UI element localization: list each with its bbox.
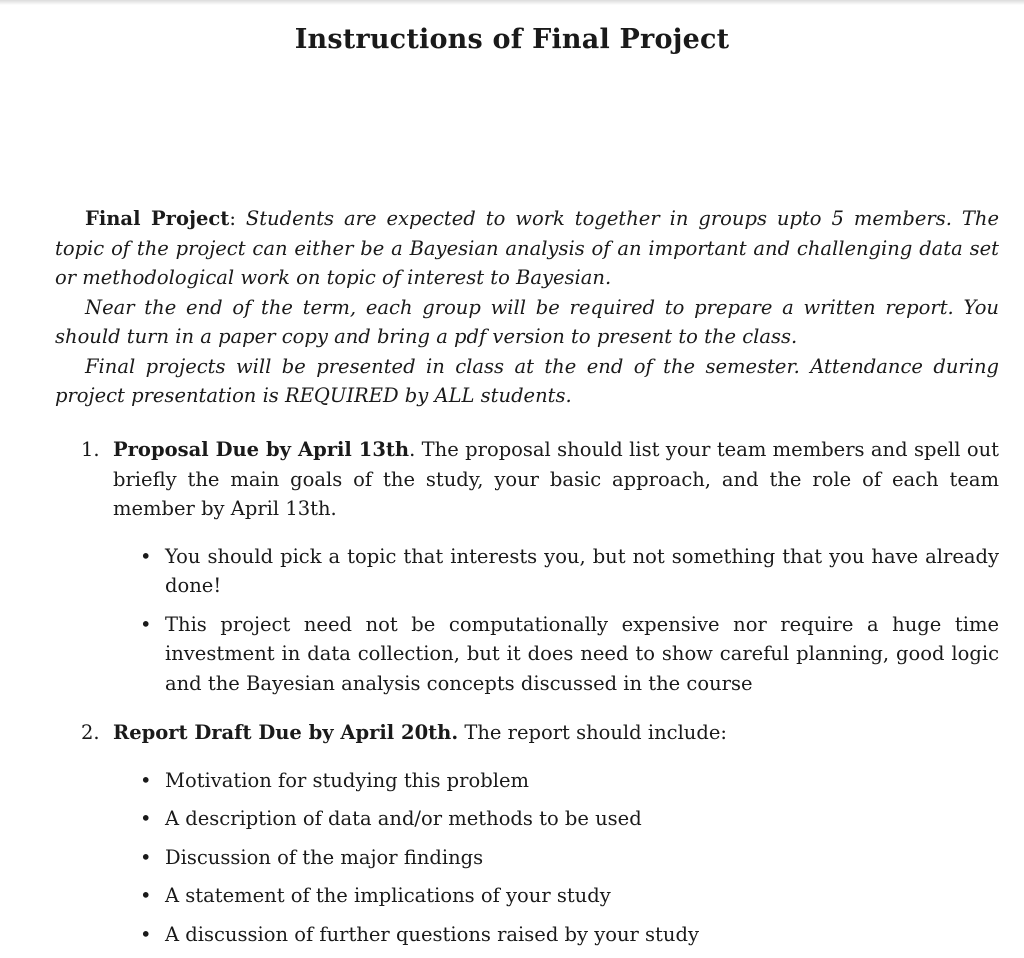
bullet-item: [140, 881, 999, 911]
bullet-text: A discussion of further questions raised by your study: [165, 922, 699, 946]
intro-section: [55, 204, 999, 411]
intro-text-1: Students are expected to work together in groups upto 5 members. The topic of the project can either be a Bayesian analysis of an important and challenging data set or methodological work on topic of interest to Bayesian.: [55, 207, 1000, 289]
list-item-report-draft: [55, 718, 999, 958]
bullet-dot-icon: •: [140, 544, 152, 568]
bullet-item: [140, 766, 999, 796]
intro-text-2: Near the end of the term, each group will be required to prepare a written report. You should turn in a paper copy and bring a pdf version to present to the class.: [55, 295, 999, 348]
list-number: 1.: [81, 438, 100, 461]
bullet-dot-icon: •: [140, 845, 152, 869]
bullet-dot-icon: •: [140, 807, 152, 830]
page-title: Instructions of Final Project: [294, 24, 730, 55]
list-item-text: The report should include:: [464, 721, 727, 744]
intro-text-3: Final projects will be presented in class at the end of the semester. Attendance during project presentation is REQUIRED by ALL students.: [55, 354, 999, 407]
bullet-item: [140, 610, 999, 699]
intro-paragraph-1: [55, 204, 999, 293]
list-item-heading-punct: .: [409, 438, 416, 461]
bullet-text: Motivation for studying this problem: [165, 768, 529, 792]
bullet-item: [140, 843, 999, 873]
bullet-text: A description of data and/or methods to be used: [165, 807, 642, 830]
bullet-item: [140, 804, 999, 834]
bullet-dot-icon: •: [140, 768, 152, 792]
bullet-item: [140, 542, 999, 601]
top-shadow-bar: [0, 0, 1024, 5]
bullet-dot-icon: •: [140, 922, 152, 946]
bullet-list: [55, 766, 999, 950]
bullet-item: [140, 920, 999, 950]
list-item-heading: Report Draft Due by April 20th.: [113, 721, 459, 744]
bullet-dot-icon: •: [140, 884, 152, 907]
bullet-text: A statement of the implications of your study: [165, 884, 611, 907]
list-number: 2.: [81, 721, 100, 744]
list-item-body: [55, 718, 999, 748]
bullet-text: You should pick a topic that interests you, but not something that you have already done!: [165, 544, 999, 597]
intro-paragraph-2: [55, 293, 999, 352]
list-item-text: The proposal should list your team members and spell out briefly the main goals of the study, your basic approach, and the role of each team member by April 13th.: [113, 438, 999, 520]
list-item-body: [55, 435, 999, 524]
bullet-dot-icon: •: [140, 612, 152, 636]
intro-paragraph-3: [55, 352, 999, 411]
list-item-proposal: [55, 435, 999, 707]
intro-colon: :: [229, 207, 236, 230]
bullet-text: This project need not be computationally expensive nor require a huge time investment in data collection, but it does need to show careful planning, good logic and the Bayesian analysis concepts discussed in the course: [165, 612, 999, 695]
intro-heading: Final Project: [85, 207, 230, 230]
bullet-list: [55, 542, 999, 699]
bullet-text: Discussion of the major findings: [165, 845, 484, 869]
list-item-heading: Proposal Due by April 13th: [113, 438, 410, 461]
